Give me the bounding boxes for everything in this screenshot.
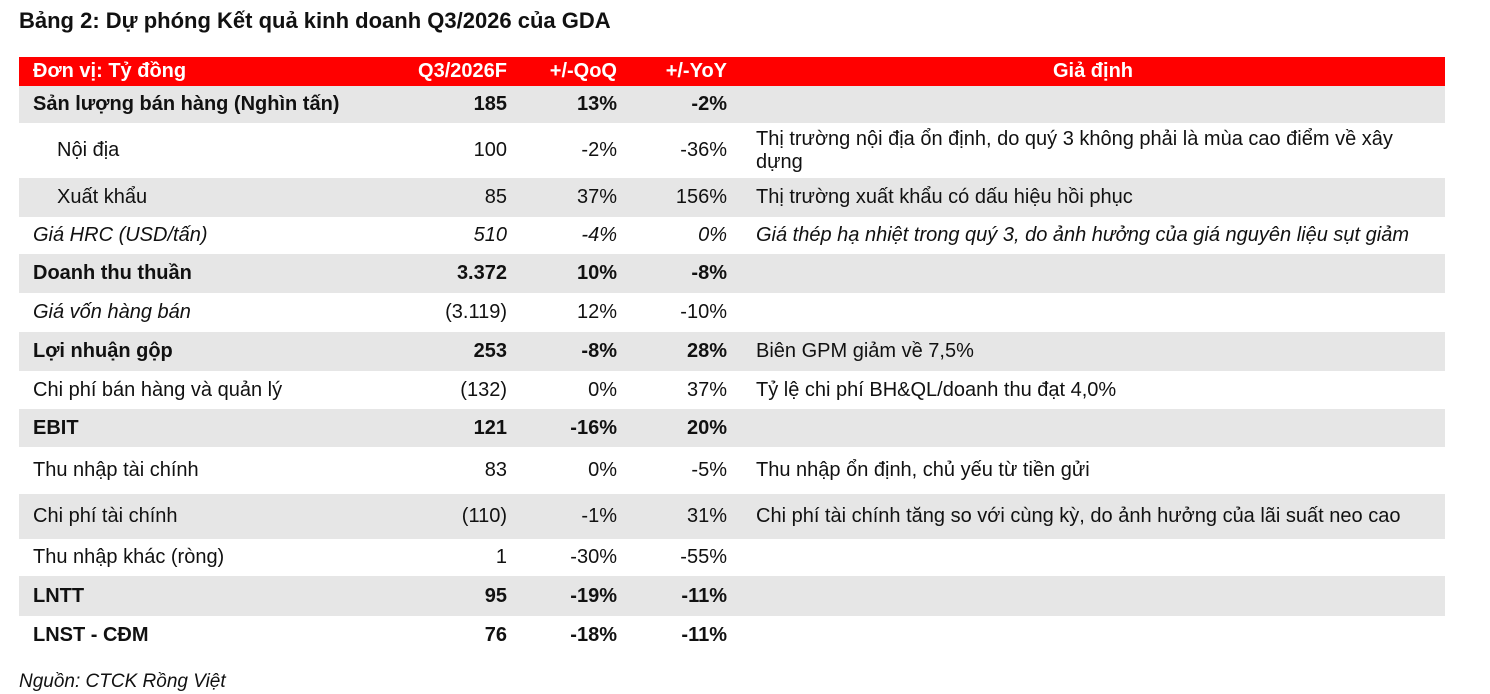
row-label: Giá HRC (USD/tấn) bbox=[33, 224, 208, 246]
row-qoq: -16% bbox=[570, 416, 617, 439]
row-yoy: -11% bbox=[681, 623, 727, 646]
row-q3: 253 bbox=[473, 340, 507, 362]
row-assumption bbox=[756, 576, 1436, 616]
row-q3: (132) bbox=[460, 378, 507, 401]
row-qoq: 12% bbox=[576, 301, 617, 323]
row-yoy: -36% bbox=[680, 139, 727, 161]
row-assumption: Thị trường nội địa ổn định, do quý 3 không phải là mùa cao điểm về xây dựng bbox=[756, 127, 1393, 173]
header-yoy: +/-YoY bbox=[665, 60, 727, 82]
row-label: Thu nhập tài chính bbox=[33, 459, 199, 481]
table-row bbox=[19, 123, 1445, 178]
row-q3: 1 bbox=[495, 546, 507, 568]
row-q3: 76 bbox=[484, 623, 507, 646]
table-row bbox=[19, 494, 1445, 539]
forecast-table bbox=[19, 57, 1445, 654]
row-assumption bbox=[756, 616, 1436, 654]
row-yoy: 31% bbox=[686, 505, 727, 527]
row-yoy: -2% bbox=[691, 93, 727, 115]
row-yoy: -5% bbox=[691, 459, 727, 481]
row-label: Chi phí tài chính bbox=[33, 505, 178, 527]
row-yoy: 28% bbox=[686, 340, 727, 362]
table-row bbox=[19, 178, 1445, 217]
table-row bbox=[19, 576, 1445, 616]
row-qoq: -30% bbox=[570, 546, 617, 568]
row-yoy: 0% bbox=[698, 224, 727, 246]
header-qoq: +/-QoQ bbox=[549, 60, 617, 82]
row-assumption: Giá thép hạ nhiệt trong quý 3, do ảnh hưởng của giá nguyên liệu sụt giảm bbox=[756, 224, 1409, 246]
row-qoq: 13% bbox=[576, 93, 617, 115]
row-assumption: Biên GPM giảm về 7,5% bbox=[756, 340, 974, 362]
row-q3: 185 bbox=[473, 93, 507, 115]
row-q3: 83 bbox=[484, 459, 507, 481]
table-row bbox=[19, 409, 1445, 447]
row-assumption: Tỷ lệ chi phí BH&QL/doanh thu đạt 4,0% bbox=[756, 378, 1117, 401]
row-q3: 95 bbox=[484, 584, 507, 607]
row-assumption bbox=[756, 86, 1436, 123]
row-q3: (3.119) bbox=[445, 301, 507, 323]
row-qoq: -18% bbox=[570, 623, 617, 646]
row-qoq: 10% bbox=[576, 262, 617, 284]
row-qoq: 37% bbox=[576, 186, 617, 208]
header-assumption: Giả định bbox=[1053, 60, 1133, 82]
table-title: Bảng 2: Dự phóng Kết quả kinh doanh Q3/2026 của GDA bbox=[19, 8, 611, 33]
row-assumption: Chi phí tài chính tăng so với cùng kỳ, do ảnh hưởng của lãi suất neo cao bbox=[756, 505, 1401, 527]
table-row bbox=[19, 332, 1445, 371]
row-qoq: -1% bbox=[581, 505, 617, 527]
row-label: Doanh thu thuần bbox=[33, 262, 192, 284]
row-yoy: -55% bbox=[680, 546, 727, 568]
row-assumption: Thu nhập ổn định, chủ yếu từ tiền gửi bbox=[756, 459, 1090, 481]
row-assumption bbox=[756, 293, 1436, 332]
row-qoq: 0% bbox=[588, 378, 617, 401]
row-q3: 121 bbox=[473, 416, 507, 439]
table-row bbox=[19, 217, 1445, 254]
row-label: Chi phí bán hàng và quản lý bbox=[33, 378, 283, 401]
row-assumption: Thị trường xuất khẩu có dấu hiệu hồi phục bbox=[756, 186, 1133, 208]
row-q3: 85 bbox=[484, 186, 507, 208]
table-row bbox=[19, 371, 1445, 409]
table-row bbox=[19, 447, 1445, 494]
table-header bbox=[19, 57, 1445, 86]
row-qoq: -2% bbox=[581, 139, 617, 161]
header-unit: Đơn vị: Tỷ đồng bbox=[33, 60, 187, 82]
source-note: Nguồn: CTCK Rồng Việt bbox=[19, 671, 226, 692]
row-label: Xuất khẩu bbox=[57, 186, 148, 208]
table-row bbox=[19, 254, 1445, 293]
row-label: LNTT bbox=[33, 584, 85, 607]
table-row bbox=[19, 616, 1445, 654]
row-assumption bbox=[756, 409, 1436, 447]
table-row bbox=[19, 293, 1445, 332]
row-qoq: 0% bbox=[588, 459, 617, 481]
row-label: EBIT bbox=[33, 416, 79, 439]
row-q3: 100 bbox=[473, 139, 507, 161]
header-q3: Q3/2026F bbox=[418, 60, 507, 82]
row-assumption bbox=[756, 254, 1436, 293]
row-yoy: 156% bbox=[675, 186, 727, 208]
row-label: Nội địa bbox=[57, 139, 120, 161]
row-yoy: 20% bbox=[686, 416, 727, 439]
row-yoy: 37% bbox=[686, 378, 727, 401]
row-q3: 510 bbox=[473, 224, 507, 246]
row-label: Giá vốn hàng bán bbox=[33, 301, 191, 323]
row-label: Sản lượng bán hàng (Nghìn tấn) bbox=[33, 93, 340, 115]
row-yoy: -8% bbox=[691, 262, 727, 284]
row-assumption bbox=[756, 539, 1436, 576]
row-qoq: -4% bbox=[581, 224, 617, 246]
row-label: LNST - CĐM bbox=[33, 623, 149, 646]
row-qoq: -19% bbox=[570, 584, 617, 607]
row-q3: 3.372 bbox=[456, 262, 507, 284]
row-qoq: -8% bbox=[581, 340, 617, 362]
row-label: Thu nhập khác (ròng) bbox=[33, 546, 225, 568]
row-q3: (110) bbox=[461, 505, 507, 527]
table-row bbox=[19, 86, 1445, 123]
row-yoy: -11% bbox=[681, 584, 727, 607]
row-label: Lợi nhuận gộp bbox=[33, 340, 173, 362]
row-yoy: -10% bbox=[680, 301, 727, 323]
table-row bbox=[19, 539, 1445, 576]
